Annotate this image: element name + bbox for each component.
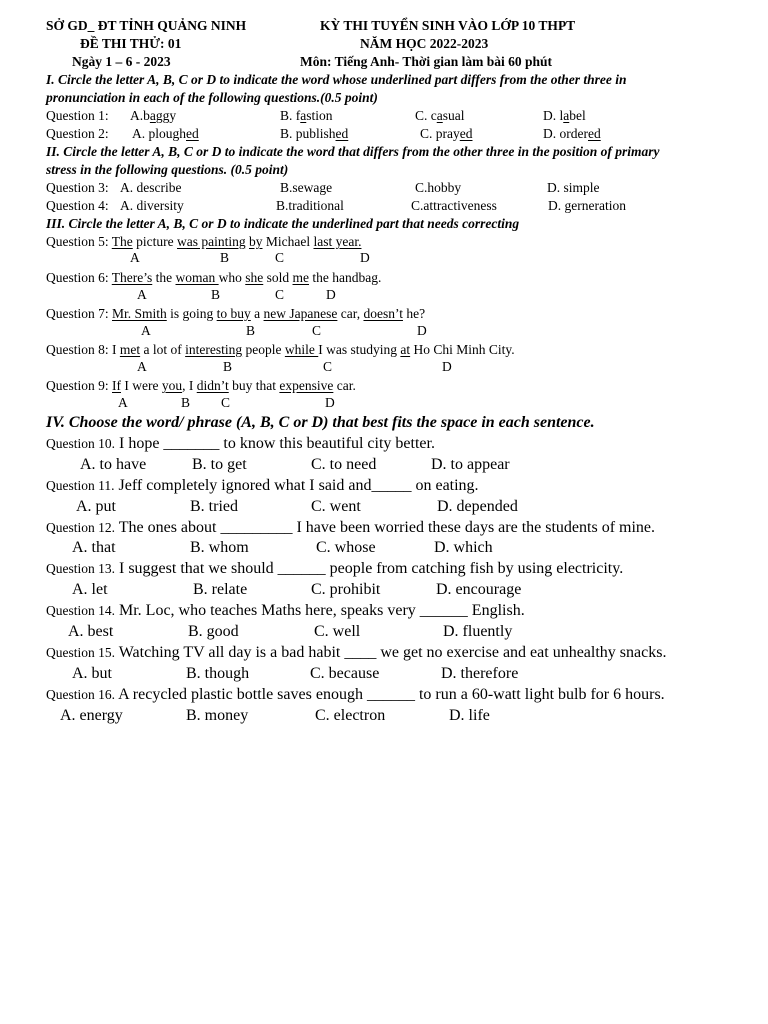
question-6-letter-a: A bbox=[137, 287, 147, 302]
department-name: SỞ GD_ ĐT TỈNH QUẢNG NINH bbox=[46, 18, 247, 33]
section-3-instruction: III. Circle the letter A, B, C or D to indicate the underlined part that needs correcting bbox=[46, 216, 520, 231]
question-9-part-d[interactable]: expensive bbox=[279, 378, 334, 393]
question-8-part-b[interactable]: interesting bbox=[185, 342, 243, 357]
question-12-stem bbox=[46, 520, 655, 536]
question-14-option-a[interactable]: A. best bbox=[68, 623, 114, 640]
question-9-sentence: Question 9: If I were you, I didn’t buy that expensive car. bbox=[46, 378, 356, 393]
question-4-label: Question 4: bbox=[46, 198, 109, 213]
question-2-label: Question 2: bbox=[46, 126, 109, 141]
question-16-option-c[interactable]: C. electron bbox=[315, 707, 386, 724]
question-9-letter-d: D bbox=[325, 395, 335, 410]
question-8-label: Question 8: bbox=[46, 342, 109, 357]
question-10-option-c[interactable]: C. to need bbox=[311, 456, 377, 473]
question-9-letter-c: C bbox=[221, 395, 231, 410]
section-2-instruction-line-1: II. Circle the letter A, B, C or D to indicate the word that differs from the other three in the position of primary bbox=[46, 144, 660, 159]
question-3-option-b[interactable]: B.sewage bbox=[280, 180, 333, 195]
question-6-label: Question 6: bbox=[46, 270, 109, 285]
question-4-option-b[interactable]: B.traditional bbox=[276, 198, 344, 213]
question-7-sentence: Question 7: Mr. Smith is going to buy a new Japanese car, doesn’t he? bbox=[46, 306, 426, 321]
question-15-stem bbox=[46, 645, 666, 661]
question-16-option-a[interactable]: A. energy bbox=[60, 707, 123, 724]
question-6-letter-b: B bbox=[211, 287, 221, 302]
question-16-option-d[interactable]: D. life bbox=[449, 707, 490, 724]
question-7-letter-d: D bbox=[417, 323, 427, 338]
question-16-stem bbox=[46, 687, 665, 703]
question-9-part-a[interactable]: If bbox=[112, 378, 121, 393]
question-6-part-b[interactable]: woman bbox=[175, 270, 219, 285]
question-7-letter-b: B bbox=[246, 323, 256, 338]
question-9-letter-a: A bbox=[118, 395, 128, 410]
question-6-letter-c: C bbox=[275, 287, 285, 302]
question-11-option-b[interactable]: B. tried bbox=[190, 498, 238, 515]
question-8-part-a[interactable]: met bbox=[119, 342, 141, 357]
question-14-stem bbox=[46, 603, 525, 619]
question-9-label: Question 9: bbox=[46, 378, 109, 393]
question-5-part-b[interactable]: was painting bbox=[177, 234, 246, 249]
question-11-label: Question 11. bbox=[46, 478, 115, 493]
question-6-part-c[interactable]: she bbox=[245, 270, 264, 285]
section-1-instruction-line-1: I. Circle the letter A, B, C or D to indicate the word whose underlined part differs from the other three in bbox=[46, 72, 627, 87]
question-15-option-d[interactable]: D. therefore bbox=[441, 665, 519, 682]
question-8-letter-b: B bbox=[223, 359, 233, 374]
question-11-text: Jeff completely ignored what I said and_____ on eating. bbox=[118, 477, 479, 494]
question-7-letter-c: C bbox=[312, 323, 322, 338]
question-10-option-a[interactable]: A. to have bbox=[80, 456, 147, 473]
question-6-part-a[interactable]: There’s bbox=[111, 270, 153, 285]
question-1-option-d[interactable]: D. label bbox=[543, 108, 586, 123]
question-8-sentence: Question 8: I met a lot of interesting people while I was studying at Ho Chi Minh City. bbox=[46, 342, 515, 357]
question-3-option-c[interactable]: C.hobby bbox=[415, 180, 462, 195]
trial-number: ĐỀ THI THỬ: 01 bbox=[80, 36, 182, 51]
question-7-part-a[interactable]: Mr. Smith bbox=[112, 306, 167, 321]
question-4-option-a[interactable]: A. diversity bbox=[120, 198, 184, 213]
question-13-option-a[interactable]: A. let bbox=[72, 581, 108, 598]
question-5-part-d[interactable]: last year. bbox=[313, 234, 362, 249]
school-year: NĂM HỌC 2022-2023 bbox=[360, 36, 489, 51]
question-12-option-a[interactable]: A. that bbox=[72, 539, 116, 556]
question-9-part-b[interactable]: you bbox=[161, 378, 183, 393]
question-12-text: The ones about _________ I have been worried these days are the students of mine. bbox=[118, 519, 656, 536]
question-5-sentence: Question 5: The picture was painting by Michael last year. bbox=[46, 234, 362, 249]
section-4-instruction: IV. Choose the word/ phrase (A, B, C or D) that best fits the space in each sentence. bbox=[46, 414, 595, 431]
question-12-label: Question 12. bbox=[46, 520, 115, 535]
question-5-letter-b: B bbox=[220, 250, 230, 265]
question-16-option-b[interactable]: B. money bbox=[186, 707, 249, 724]
question-8-letter-d: D bbox=[442, 359, 452, 374]
question-14-text: Mr. Loc, who teaches Maths here, speaks very ______ English. bbox=[119, 602, 525, 619]
question-11-stem bbox=[46, 478, 479, 494]
question-8-letter-a: A bbox=[137, 359, 147, 374]
subject-and-time: Môn: Tiếng Anh- Thời gian làm bài 60 phút bbox=[300, 54, 553, 69]
question-16-text: A recycled plastic bottle saves enough ______ to run a 60-watt light bulb for 6 hours. bbox=[118, 686, 665, 703]
question-5-letter-a: A bbox=[130, 250, 140, 265]
question-12-option-c[interactable]: C. whose bbox=[316, 539, 376, 556]
question-2-option-a[interactable]: A. ploughed bbox=[132, 126, 199, 141]
question-7-part-c[interactable]: new Japanese bbox=[263, 306, 338, 321]
question-2-option-c[interactable]: C. prayed bbox=[420, 126, 473, 141]
question-5-letter-c: C bbox=[275, 250, 285, 265]
question-14-option-c[interactable]: C. well bbox=[314, 623, 361, 640]
question-5-part-c[interactable]: by bbox=[249, 234, 263, 249]
question-5-part-a[interactable]: The bbox=[111, 234, 133, 249]
question-14-label: Question 14. bbox=[46, 603, 115, 618]
question-6-letter-d: D bbox=[326, 287, 336, 302]
question-15-option-a[interactable]: A. but bbox=[72, 665, 112, 682]
question-3-option-d[interactable]: D. simple bbox=[547, 180, 600, 195]
question-14-option-d[interactable]: D. fluently bbox=[443, 623, 513, 640]
question-9-part-c[interactable]: didn’t bbox=[196, 378, 229, 393]
question-4-option-c[interactable]: C.attractiveness bbox=[411, 198, 497, 213]
question-5-letter-d: D bbox=[360, 250, 370, 265]
section-2-instruction-line-2: stress in the following questions. (0.5 point) bbox=[46, 162, 289, 177]
question-8-letter-c: C bbox=[323, 359, 333, 374]
question-15-option-b[interactable]: B. though bbox=[186, 665, 250, 682]
question-4-option-d[interactable]: D. gerneration bbox=[548, 198, 626, 213]
question-7-part-b[interactable]: to buy bbox=[216, 306, 251, 321]
exam-date: Ngày 1 – 6 - 2023 bbox=[72, 54, 171, 69]
question-9-letter-b: B bbox=[181, 395, 191, 410]
question-1-option-c[interactable]: C. casual bbox=[415, 108, 465, 123]
question-11-option-a[interactable]: A. put bbox=[76, 498, 116, 515]
question-15-option-c[interactable]: C. because bbox=[310, 665, 380, 682]
question-10-stem bbox=[46, 436, 435, 452]
question-3-option-a[interactable]: A. describe bbox=[120, 180, 182, 195]
question-2-option-b[interactable]: B. published bbox=[280, 126, 349, 141]
question-13-option-c[interactable]: C. prohibit bbox=[311, 581, 381, 598]
question-16-label: Question 16. bbox=[46, 687, 115, 702]
question-1-option-b[interactable]: B. fastion bbox=[280, 108, 333, 123]
question-13-stem bbox=[46, 561, 623, 577]
question-1-label: Question 1: bbox=[46, 108, 109, 123]
question-13-label: Question 13. bbox=[46, 561, 115, 576]
question-8-part-c[interactable]: while bbox=[284, 342, 319, 357]
question-2-option-d[interactable]: D. ordered bbox=[543, 126, 601, 141]
question-10-option-d[interactable]: D. to appear bbox=[431, 456, 510, 473]
question-6-part-d[interactable]: me bbox=[292, 270, 310, 285]
question-10-text: I hope _______ to know this beautiful city better. bbox=[119, 435, 435, 452]
question-6-sentence: Question 6: There’s the woman who she sold me the handbag. bbox=[46, 270, 382, 285]
question-15-text: Watching TV all day is a bad habit ____ we get no exercise and eat unhealthy snacks. bbox=[118, 644, 667, 661]
question-10-label: Question 10. bbox=[46, 436, 115, 451]
question-5-label: Question 5: bbox=[46, 234, 109, 249]
question-11-option-d[interactable]: D. depended bbox=[437, 498, 518, 515]
question-13-option-b[interactable]: B. relate bbox=[193, 581, 248, 598]
question-7-label: Question 7: bbox=[46, 306, 109, 321]
question-11-option-c[interactable]: C. went bbox=[311, 498, 361, 515]
question-14-option-b[interactable]: B. good bbox=[188, 623, 239, 640]
question-13-option-d[interactable]: D. encourage bbox=[436, 581, 522, 598]
question-7-letter-a: A bbox=[141, 323, 151, 338]
question-15-label: Question 15. bbox=[46, 645, 115, 660]
question-7-part-d[interactable]: doesn’t bbox=[363, 306, 403, 321]
question-13-text: I suggest that we should ______ people from catching fish by using electricity. bbox=[119, 560, 624, 577]
question-12-option-d[interactable]: D. which bbox=[434, 539, 493, 556]
question-3-label: Question 3: bbox=[46, 180, 109, 195]
question-10-option-b[interactable]: B. to get bbox=[192, 456, 247, 473]
section-1-instruction-line-2: pronunciation in each of the following questions.(0.5 point) bbox=[46, 90, 378, 105]
exam-title: KỲ THI TUYỂN SINH VÀO LỚP 10 THPT bbox=[320, 18, 576, 33]
question-12-option-b[interactable]: B. whom bbox=[190, 539, 249, 556]
question-1-option-a[interactable]: A.baggy bbox=[130, 108, 177, 123]
question-8-part-d[interactable]: at bbox=[400, 342, 411, 357]
